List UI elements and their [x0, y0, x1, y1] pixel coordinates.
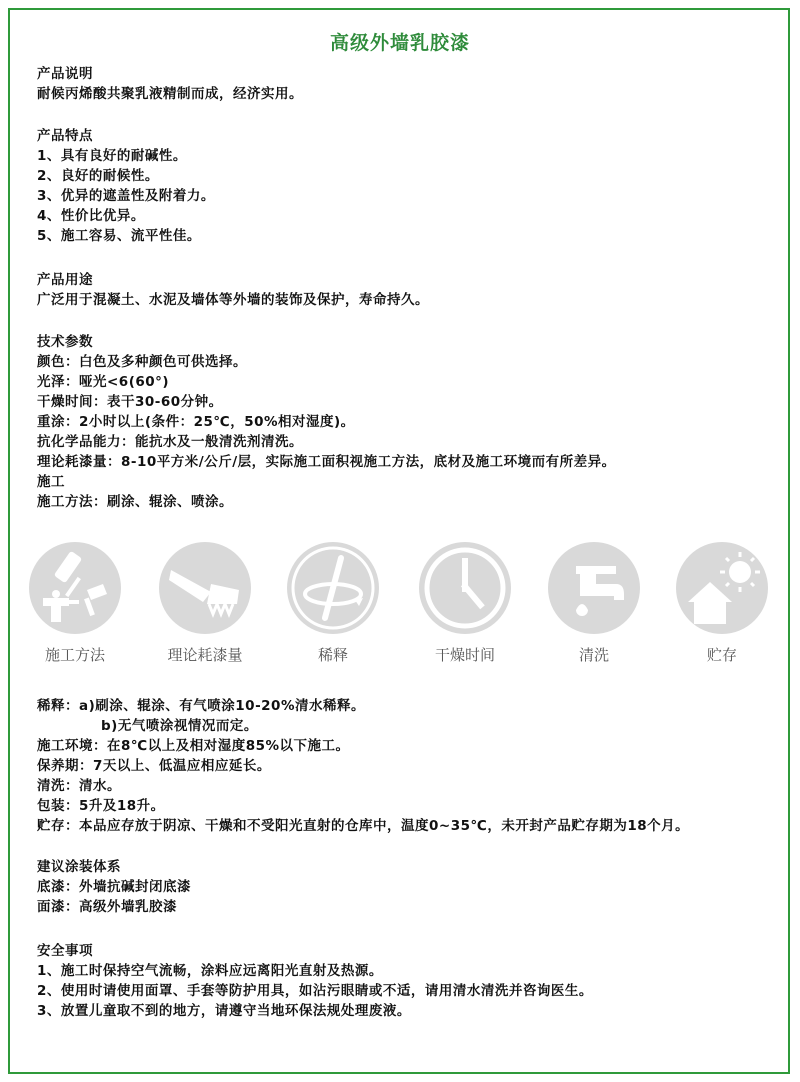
safety-item: 3、放置儿童取不到的地方，请遵守当地环保法规处理废液。 — [37, 1003, 411, 1019]
clock-icon — [417, 540, 513, 636]
detail-item: 包装：5升及18升。 — [37, 798, 165, 814]
stir-stick-icon — [285, 540, 381, 636]
icon-label: 理论耗漆量 — [167, 646, 243, 664]
tech-item: 理论耗漆量：8-10平方米/公斤/层，实际施工面积视施工方法，底材及施工环境而有所差异。 — [37, 454, 616, 470]
icon-item — [150, 540, 260, 665]
icon-label: 施工方法 — [44, 646, 105, 664]
icon-label: 干燥时间 — [434, 646, 495, 664]
section-heading: 产品特点 — [37, 128, 93, 144]
icon-row — [20, 540, 790, 670]
features-section — [37, 126, 777, 246]
safety-item: 1、施工时保持空气流畅，涂料应远离阳光直射及热源。 — [37, 963, 383, 979]
feature-item: 1、具有良好的耐碱性。 — [37, 148, 187, 164]
faucet-icon — [546, 540, 642, 636]
tech-item: 重涂：2小时以上(条件：25℃，50%相对湿度)。 — [37, 414, 355, 430]
description-section — [37, 64, 777, 104]
detail-item: 贮存：本品应存放于阴凉、干燥和不受阳光直射的仓库中，温度0~35℃，未开封产品贮存期为18个月。 — [37, 818, 690, 834]
system-item: 面漆：高级外墙乳胶漆 — [37, 899, 177, 915]
icon-item — [410, 540, 520, 665]
section-heading: 建议涂装体系 — [37, 859, 121, 875]
tech-item: 干燥时间：表干30-60分钟。 — [37, 394, 223, 410]
detail-item: 保养期：7天以上、低温应相应延长。 — [37, 758, 271, 774]
feature-item: 3、优异的遮盖性及附着力。 — [37, 188, 215, 204]
feature-item: 4、性价比优异。 — [37, 208, 145, 224]
sun-house-icon — [674, 540, 770, 636]
tech-item: 颜色：白色及多种颜色可供选择。 — [37, 354, 247, 370]
paint-brush-icon — [157, 540, 253, 636]
section-heading: 技术参数 — [37, 334, 93, 350]
icon-label: 贮存 — [706, 646, 737, 664]
tech-item: 抗化学品能力：能抗水及一般清洗剂清洗。 — [37, 434, 303, 450]
icon-item — [20, 540, 130, 665]
spray-gun-roller-icon — [27, 540, 123, 636]
tech-section — [37, 332, 777, 512]
section-heading: 产品说明 — [37, 66, 93, 82]
construction-heading: 施工 — [37, 474, 65, 490]
safety-item: 2、使用时请使用面罩、手套等防护用具，如沾污眼睛或不适，请用清水清洗并咨询医生。 — [37, 983, 593, 999]
detail-item: 稀释：a)刷涂、辊涂、有气喷涂10-20%清水稀释。 — [37, 698, 365, 714]
section-heading: 安全事项 — [37, 943, 93, 959]
icon-item — [539, 540, 649, 665]
usage-section — [37, 270, 777, 310]
details-section — [37, 696, 777, 836]
feature-item: 2、良好的耐候性。 — [37, 168, 159, 184]
detail-item: 清洗：清水。 — [37, 778, 121, 794]
system-item: 底漆：外墙抗碱封闭底漆 — [37, 879, 191, 895]
system-section — [37, 857, 777, 917]
tech-item: 光泽：哑光<6(60°) — [37, 374, 170, 390]
icon-item — [278, 540, 388, 665]
feature-item: 5、施工容易、流平性佳。 — [37, 228, 201, 244]
detail-item: 施工环境：在8℃以上及相对湿度85%以下施工。 — [37, 738, 350, 754]
safety-section — [37, 941, 777, 1021]
section-heading: 产品用途 — [37, 272, 93, 288]
usage-text: 广泛用于混凝土、水泥及墙体等外墙的装饰及保护，寿命持久。 — [37, 292, 429, 308]
detail-item: b)无气喷涂视情况而定。 — [101, 718, 258, 734]
construction-method: 施工方法：刷涂、辊涂、喷涂。 — [37, 494, 233, 510]
icon-item — [667, 540, 777, 665]
icon-label: 清洗 — [578, 646, 609, 664]
icon-label: 稀释 — [317, 646, 348, 664]
description-text: 耐候丙烯酸共聚乳液精制而成，经济实用。 — [37, 86, 303, 102]
page-title: 高级外墙乳胶漆 — [329, 32, 470, 54]
